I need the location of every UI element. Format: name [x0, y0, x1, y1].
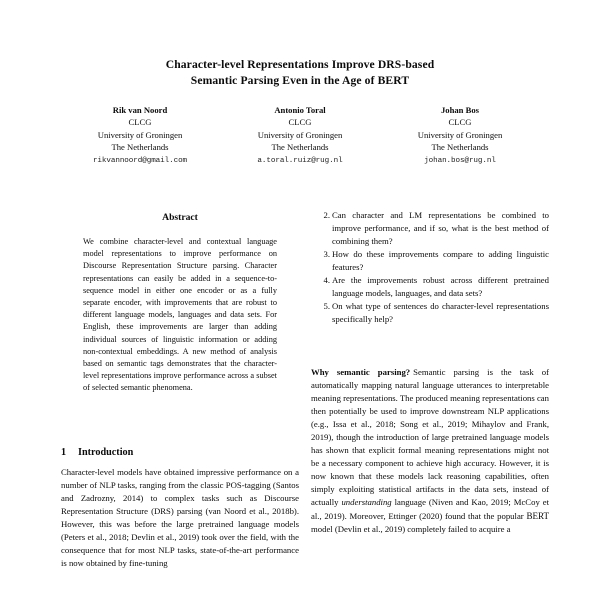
why-semantic-parsing-paragraph	[311, 366, 549, 536]
author-country: The Netherlands	[271, 142, 329, 153]
author-entry	[220, 104, 380, 168]
abstract-body: We combine character-level and contextual language model representations to improve performance on Discourse Representation Structure parsing. Character representations can easily be added in a sequence-to-sequence model in either one encoder or as a fully separate encoder, with improvements that are robust to different language models, languages and data sets. For English, these improvements are larger than adding individual sources of linguistic information or adding non-contextual embeddings. A new method of analysis based on semantic tags demonstrates that the character-level representations improve performance across a subset of selected semantic phenomena.	[83, 237, 277, 393]
section-heading-introduction	[61, 447, 133, 458]
paragraph-text-2: language (Niven and Kao, 2019; McCoy et al., 2019). Moreover, Ettinger (2020) found that the popular	[311, 497, 549, 521]
author-block	[60, 104, 540, 168]
paragraph-text-1: Semantic parsing is the task of automatically mapping natural language utterances to interpretable meaning representations. The produced meaning representations can then potentially be used to improve downstream NLP applications (e.g., Issa et al., 2018; Song et al., 2019; Mihaylov and Frank, 2019), though the introduction of large pretrained language models has shown that explicit formal meaning representations might not be a necessary component to achieve high accuracy. However, it is now known that these models lack reasoning capabilities, often simply exploiting statistical artifacts in the data sets, instead of actually	[311, 367, 549, 508]
author-institution: University of Groningen	[417, 129, 503, 140]
author-institution: University of Groningen	[97, 129, 183, 140]
list-item-text: On what type of sentences do character-level representations specifically help?	[332, 301, 549, 325]
author-email[interactable]: a.toral.ruiz@rug.nl	[257, 157, 343, 166]
author-entry	[60, 104, 220, 168]
section-number: 1	[61, 447, 67, 458]
abstract-heading: Abstract	[162, 212, 198, 223]
author-name: Rik van Noord	[112, 105, 168, 115]
author-name: Antonio Toral	[274, 105, 326, 115]
list-item-number: 2.	[323, 210, 330, 220]
author-group: CLCG	[448, 117, 472, 128]
list-item-text: How do these improvements compare to adding linguistic features?	[332, 249, 549, 273]
author-entry	[380, 104, 540, 168]
list-item	[311, 300, 549, 326]
author-name: Johan Bos	[441, 105, 479, 115]
author-email[interactable]: rikvannoord@gmail.com	[92, 157, 188, 166]
author-institution: University of Groningen	[257, 129, 343, 140]
list-item-text: Are the improvements robust across different pretrained language models, languages, and data sets?	[332, 275, 549, 299]
author-country: The Netherlands	[431, 142, 489, 153]
author-group: CLCG	[128, 117, 152, 128]
section-title: Introduction	[78, 447, 134, 458]
page-title	[60, 57, 540, 88]
list-item	[311, 248, 549, 274]
smallcaps-bert: BERT	[526, 510, 549, 521]
author-email[interactable]: johan.bos@rug.nl	[424, 157, 496, 166]
list-item-number: 4.	[323, 275, 330, 286]
list-item	[311, 209, 549, 248]
research-questions-list	[311, 209, 549, 326]
author-country: The Netherlands	[111, 142, 169, 153]
list-item-text: Can character and LM representations be combined to improve performance, and if so, what is the best method of combining them?	[332, 210, 549, 247]
list-item-number: 3.	[323, 249, 330, 260]
paragraph-text-3: model (Devlin et al., 2019) completely failed to acquire a	[311, 523, 511, 534]
introduction-body: Character-level models have obtained impressive performance on a number of NLP tasks, ranging from the classic POS-tagging (Santos and Zadrozny, 2014) to complex tasks such as Discourse Representation Structure (DRS) parsing (van Noord et al., 2018b). However, this was before the large pretrained language models (Peters et al., 2018; Devlin et al., 2019) took over the field, with the consequence that for most NLP tasks, state-of-the-art performance is now obtained by fine-tuning	[61, 467, 299, 569]
list-item-number: 5.	[323, 301, 330, 312]
title-line-1: Character-level Representations Improve DRS-based	[165, 58, 435, 71]
title-line-2: Semantic Parsing Even in the Age of BERT	[190, 73, 410, 87]
emphasis-understanding: understanding	[341, 497, 392, 508]
list-item	[311, 274, 549, 300]
author-group: CLCG	[288, 117, 312, 128]
paragraph-lead-in: Why semantic parsing?	[311, 367, 411, 377]
